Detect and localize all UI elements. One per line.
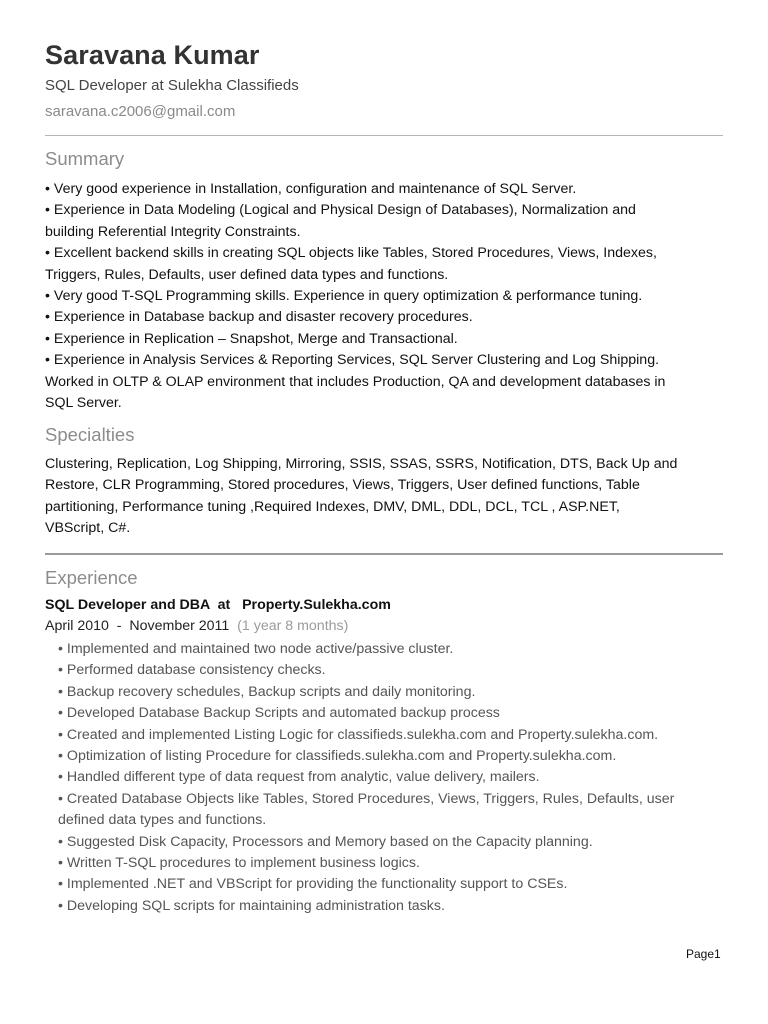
job-bullet: • Created Database Objects like Tables, Stored Procedures, Views, Triggers, Rules, Defaults, user [58, 790, 675, 807]
specialties-line: partitioning, Performance tuning ,Required Indexes, DMV, DML, DDL, DCL, TCL , ASP.NET, [45, 498, 620, 515]
job-bullet: • Optimization of listing Procedure for classifieds.sulekha.com and Property.sulekha.com. [58, 748, 617, 765]
header-divider [45, 135, 723, 136]
specialties-line: VBScript, C#. [45, 520, 131, 537]
section-divider [45, 553, 723, 555]
summary-line: • Very good experience in Installation, configuration and maintenance of SQL Server. [45, 181, 577, 197]
job-bullet: • Implemented and maintained two node active/passive cluster. [58, 641, 454, 657]
profile-headline: SQL Developer at Sulekha Classifieds [45, 77, 299, 94]
summary-body [45, 179, 725, 414]
summary-line: building Referential Integrity Constraints. [45, 223, 301, 240]
summary-line: Worked in OLTP & OLAP environment that includes Production, QA and development databases in [45, 373, 666, 390]
job-title: SQL Developer and DBA at Property.Sulekha.com [45, 597, 391, 613]
job-bullet: • Developed Database Backup Scripts and automated backup process [58, 705, 500, 722]
job-bullet: • Developing SQL scripts for maintaining administration tasks. [58, 897, 445, 914]
job-bullet: • Backup recovery schedules, Backup scripts and daily monitoring. [58, 683, 476, 700]
specialties-heading: Specialties [45, 424, 135, 445]
summary-line: • Excellent backend skills in creating SQL objects like Tables, Stored Procedures, Views, Indexes, [45, 245, 657, 262]
job-bullet: • Created and implemented Listing Logic for classifieds.sulekha.com and Property.sulekha.com. [58, 726, 659, 743]
summary-heading: Summary [45, 148, 125, 169]
summary-line: • Experience in Database backup and disaster recovery procedures. [45, 309, 473, 326]
specialties-line: Clustering, Replication, Log Shipping, Mirroring, SSIS, SSAS, SSRS, Notification, DTS, Back Up and [45, 456, 678, 472]
summary-line: Triggers, Rules, Defaults, user defined data types and functions. [45, 266, 449, 283]
profile-email: saravana.c2006@gmail.com [45, 103, 236, 120]
job-bullet: • Suggested Disk Capacity, Processors and Memory based on the Capacity planning. [58, 833, 593, 850]
specialties-line: Restore, CLR Programming, Stored procedures, Views, Triggers, User defined functions, Table [45, 477, 640, 494]
job-bullet: • Implemented .NET and VBScript for providing the functionality support to CSEs. [58, 876, 568, 893]
job-bullet: • Written T-SQL procedures to implement business logics. [58, 855, 420, 872]
experience-heading: Experience [45, 567, 138, 588]
page-number: Page1 [686, 947, 721, 961]
summary-line: • Experience in Replication – Snapshot, Merge and Transactional. [45, 330, 458, 347]
job-dates-row [45, 618, 348, 634]
job-bullet: • Performed database consistency checks. [58, 662, 326, 679]
job-duration: (1 year 8 months) [237, 618, 349, 634]
summary-line: • Very good T-SQL Programming skills. Experience in query optimization & performance tuning. [45, 288, 643, 305]
job-dates: April 2010 - November 2011 [45, 618, 230, 634]
job-description [58, 639, 728, 917]
specialties-body [45, 454, 725, 540]
profile-name: Saravana Kumar [45, 40, 260, 70]
summary-line: • Experience in Data Modeling (Logical and Physical Design of Databases), Normalization and [45, 202, 636, 219]
job-bullet: defined data types and functions. [58, 812, 267, 829]
summary-line: • Experience in Analysis Services & Reporting Services, SQL Server Clustering and Log Shipping. [45, 352, 660, 369]
summary-line: SQL Server. [45, 395, 122, 412]
job-bullet: • Handled different type of data request from analytic, value delivery, mailers. [58, 769, 540, 786]
